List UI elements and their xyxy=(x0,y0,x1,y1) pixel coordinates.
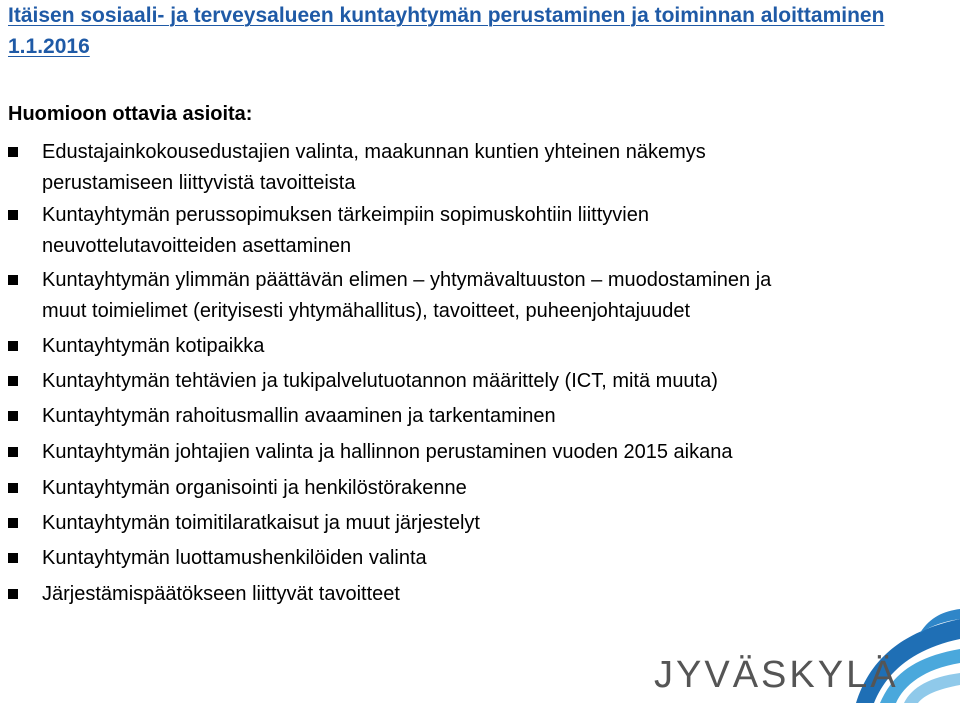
list-item-text: Kuntayhtymän luottamushenkilöiden valinta xyxy=(42,547,427,569)
list-item-text: Kuntayhtymän ylimmän päättävän elimen – yhtymävaltuuston – muodostaminen ja muut toimielimet (erityisesti yhtymähallitus), tavoitteet, puheenjohtajuudet xyxy=(42,269,772,322)
list-item-text: Kuntayhtymän toimitilaratkaisut ja muut järjestelyt xyxy=(42,512,480,534)
bullet-square-icon xyxy=(8,341,18,351)
bullet-square-icon xyxy=(8,210,18,220)
list-item-text: Edustajainkokousedustajien valinta, maakunnan kuntien yhteinen näkemys perustamiseen liittyvistä tavoitteista xyxy=(42,141,706,194)
list-item-text: Kuntayhtymän rahoitusmallin avaaminen ja tarkentaminen xyxy=(42,405,556,427)
bullet-square-icon xyxy=(8,275,18,285)
list-item-text: Järjestämispäätökseen liittyvät tavoitteet xyxy=(42,583,400,605)
list-item-text: Kuntayhtymän organisointi ja henkilöstörakenne xyxy=(42,477,467,499)
jyvaskyla-logo xyxy=(640,605,960,707)
bullet-square-icon xyxy=(8,147,18,157)
bullet-square-icon xyxy=(8,518,18,528)
bullet-square-icon xyxy=(8,553,18,563)
bullet-square-icon xyxy=(8,376,18,386)
bullet-square-icon xyxy=(8,483,18,493)
bullet-square-icon xyxy=(8,447,18,457)
logo-wordmark: JYVÄSKYLÄ xyxy=(654,654,899,696)
section-heading: Huomioon ottavia asioita: xyxy=(8,103,253,125)
list-item-text: Kuntayhtymän kotipaikka xyxy=(42,335,265,357)
list-item-text: Kuntayhtymän perussopimuksen tärkeimpiin sopimuskohtiin liittyvien neuvottelutavoitteiden asettaminen xyxy=(42,204,649,257)
list-item-text: Kuntayhtymän johtajien valinta ja hallinnon perustaminen vuoden 2015 aikana xyxy=(42,441,733,463)
bullet-square-icon xyxy=(8,411,18,421)
bullet-square-icon xyxy=(8,589,18,599)
slide-title: Itäisen sosiaali- ja terveysalueen kuntayhtymän perustaminen ja toiminnan aloittaminen 1.1.2016 xyxy=(8,4,885,58)
list-item-text: Kuntayhtymän tehtävien ja tukipalvelutuotannon määrittely (ICT, mitä muuta) xyxy=(42,370,718,392)
